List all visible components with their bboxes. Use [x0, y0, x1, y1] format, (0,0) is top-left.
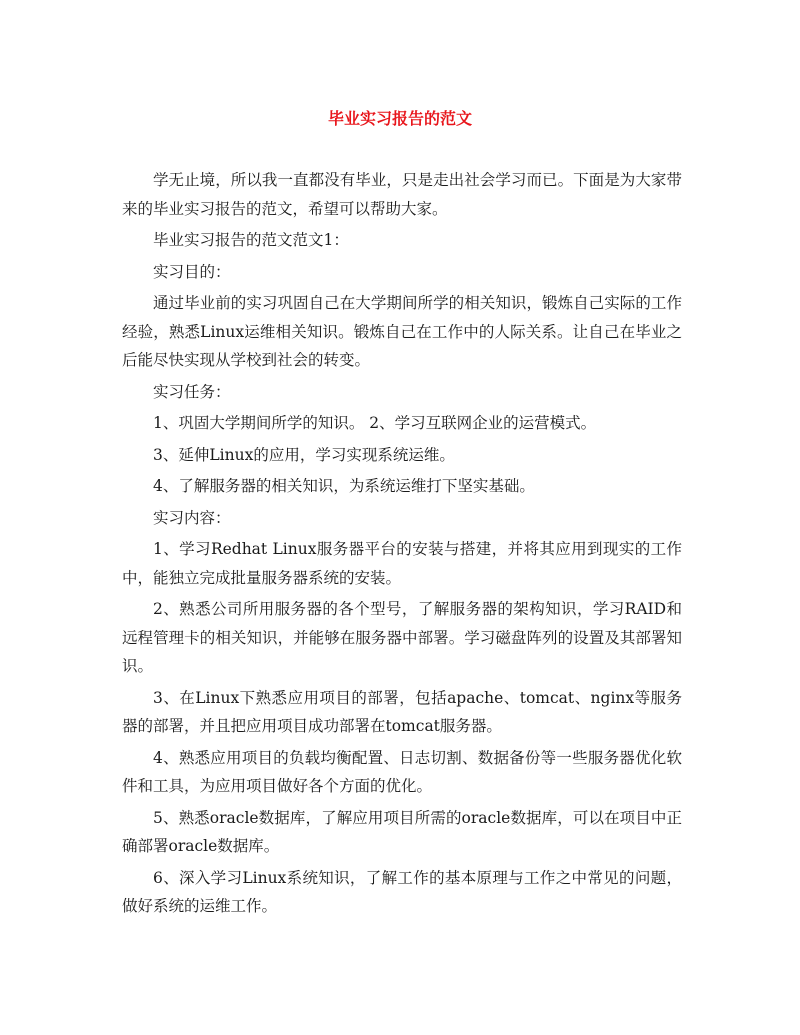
paragraph-content-1: 1、学习Redhat Linux服务器平台的安装与搭建，并将其应用到现实的工作中，能独立完成批量服务器系统的安装。	[122, 540, 682, 587]
paragraph-content-3: 3、在Linux下熟悉应用项目的部署，包括apache、tomcat、nginx等服务器的部署，并且把应用项目成功部署在tomcat服务器。	[122, 688, 682, 735]
paragraph-content-2: 2、熟悉公司所用服务器的各个型号，了解服务器的架构知识，学习RAID和远程管理卡的相关知识，并能够在服务器中部署。学习磁盘阵列的设置及其部署知识。	[122, 600, 682, 675]
paragraph-tasks-heading: 实习任务：	[153, 382, 231, 401]
paragraph-sample-heading: 毕业实习报告的范文范文1：	[153, 231, 349, 249]
document-body	[122, 166, 682, 924]
paragraph-intro: 学无止境，所以我一直都没有毕业，只是走出社会学习而已。下面是为大家带来的毕业实习报告的范文，希望可以帮助大家。	[122, 171, 682, 218]
paragraph-purpose-heading: 实习目的：	[153, 262, 231, 281]
paragraph-purpose: 通过毕业前的实习巩固自己在大学期间所学的相关知识，锻炼自己实际的工作经验，熟悉Linux运维相关知识。锻炼自己在工作中的人际关系。让自己在毕业之后能尽快实现从学校到社会的转变。	[122, 294, 682, 369]
paragraph-content-6: 6、深入学习Linux系统知识，了解工作的基本原理与工作之中常见的问题，做好系统的运维工作。	[122, 868, 682, 915]
paragraph-content-5: 5、熟悉oracle数据库，了解应用项目所需的oracle数据库，可以在项目中正确部署oracle数据库。	[122, 808, 682, 855]
paragraph-content-4: 4、熟悉应用项目的负载均衡配置、日志切割、数据备份等一些服务器优化软件和工具，为应用项目做好各个方面的优化。	[122, 748, 682, 795]
paragraph-task-4: 4、了解服务器的相关知识，为系统运维打下坚实基础。	[153, 477, 535, 495]
document-title: 毕业实习报告的范文	[327, 109, 472, 128]
paragraph-content-heading: 实习内容：	[153, 508, 231, 527]
paragraph-task-1-2: 1、巩固大学期间所学的知识。 2、学习互联网企业的运营模式。	[153, 414, 597, 432]
paragraph-task-3: 3、延伸Linux的应用，学习实现系统运维。	[153, 445, 455, 464]
